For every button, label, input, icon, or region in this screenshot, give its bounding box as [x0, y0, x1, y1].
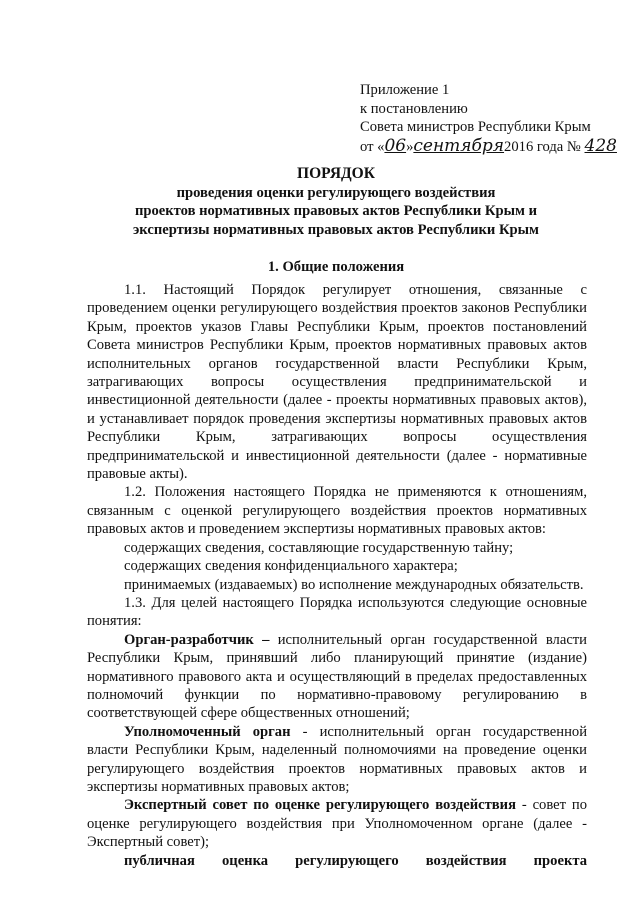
definition-term: Уполномоченный орган	[124, 723, 291, 740]
date-year: 2016 года №	[504, 138, 581, 155]
definition	[87, 631, 587, 723]
definition-text: исполнительный орган государственной власти Республики Крым, принявший либо планирующий принятие (издание) нормативного правового акта и осуществляющий в пределах предоставленных полномочий функции по нормативно-правовому регулированию в соответствующей сфере общественных отношений;	[87, 631, 587, 722]
document-title	[96, 165, 576, 239]
list-item: принимаемых (издаваемых) во исполнение международных обязательств.	[124, 576, 584, 593]
appendix-line: Совета министров Республики Крым	[360, 119, 591, 136]
date-month-handwritten: сентября	[413, 135, 505, 156]
definition	[87, 852, 587, 870]
appendix-date-line	[360, 137, 620, 156]
section-heading: 1. Общие положения	[267, 259, 405, 275]
paragraph: 1.2. Положения настоящего Порядка не применяются к отношениям, связанным с оценкой регулирующего воздействия проектов нормативных правовых актов и проведением экспертизы нормативных правовых актов:	[87, 484, 587, 538]
list-item: содержащих сведения, составляющие государственную тайну;	[124, 539, 514, 556]
title-main: ПОРЯДОК	[297, 165, 375, 182]
decree-number-handwritten: 428	[584, 135, 617, 156]
definition-term: публичная оценка регулирующего воздействия проекта	[124, 852, 587, 869]
date-prefix: от «	[360, 138, 385, 155]
paragraph: 1.3. Для целей настоящего Порядка используются следующие основные понятия:	[87, 594, 587, 630]
definition	[87, 723, 587, 797]
appendix-line: Приложение 1	[360, 82, 450, 98]
definition	[87, 796, 587, 851]
appendix-line: к постановлению	[360, 100, 468, 117]
title-sub: проектов нормативных правовых актов Республики Крым и	[134, 203, 538, 220]
list-item: содержащих сведения конфиденциального характера;	[124, 558, 458, 575]
definition-text: - совет по оценке регулирующего воздействия при Уполномоченном органе (далее - Экспертный совет);	[87, 797, 587, 851]
definition-term: Экспертный совет по оценке регулирующего воздействия	[124, 797, 516, 814]
appendix-header	[360, 81, 620, 155]
date-day-handwritten: 06	[384, 135, 407, 156]
definition-text: - исполнительный орган государственной власти Республики Крым, наделенный полномочиями на проведение оценки регулирующего воздействия проектов нормативных правовых актов и экспертизы нормативных правовых актов;	[87, 723, 588, 795]
date-mid: »	[406, 138, 414, 155]
definition-term: Орган-разработчик –	[124, 631, 270, 648]
title-sub: экспертизы нормативных правовых актов Республики Крым	[133, 221, 539, 238]
paragraph: 1.1. Настоящий Порядок регулирует отношения, связанные с проведением оценки регулирующего воздействия проектов законов Республики Крым, проектов указов Главы Республики Крым, проектов постановлений Совета министров Республики Крым, проектов нормативных правовых актов исполнительных органов государственной власти Республики Крым, затрагивающих вопросы осуществления предпринимательской и инвестиционной деятельности (далее - проекты нормативных правовых актов), и устанавливает порядок проведения экспертизы нормативных правовых актов Республики Крым, затрагивающих вопросы осуществления предпринимательской и инвестиционной деятельности (далее - нормативные правовые акты).	[87, 282, 587, 483]
title-sub: проведения оценки регулирующего воздействия	[176, 184, 496, 201]
document-body	[87, 281, 587, 870]
